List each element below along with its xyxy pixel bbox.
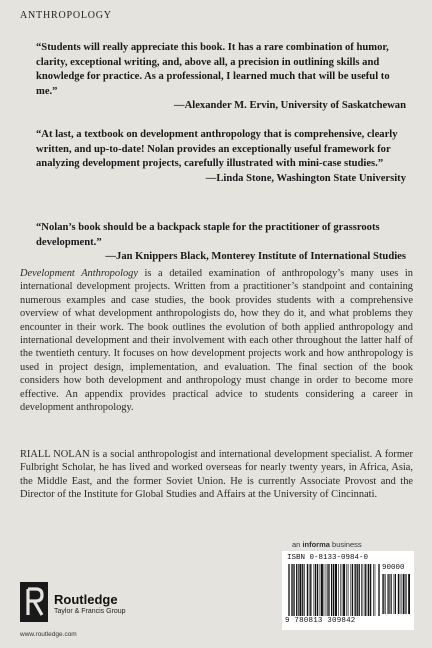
barcode-bar-25 bbox=[340, 564, 341, 616]
addon-bar-2 bbox=[385, 574, 386, 614]
category-label: ANTHROPOLOGY bbox=[20, 10, 112, 21]
barcode-bar-11 bbox=[310, 564, 311, 616]
barcode-bar-34 bbox=[359, 564, 360, 616]
barcode-bar-4 bbox=[296, 564, 297, 616]
barcode-bar-22 bbox=[333, 564, 334, 616]
author-bio: RIALL NOLAN is a social anthropologist and international development specialist. A former Fulbright Scholar, he has lived and worked overseas for nearly twenty years, in Africa, Asia, the Middle East, and the former Soviet Union. He is currently Associate Provost and the Director of the Institute for Global Studies and Affairs at the University of Cincinnati. bbox=[20, 449, 413, 501]
barcode-bar-29 bbox=[348, 564, 349, 616]
informa-business-label bbox=[292, 540, 362, 549]
barcode-bar-23 bbox=[335, 564, 337, 616]
addon-bar-12 bbox=[405, 574, 406, 614]
barcode-bar-26 bbox=[342, 564, 343, 616]
barcode-bar-7 bbox=[302, 564, 303, 616]
addon-bar-13 bbox=[406, 574, 407, 614]
blurb-quote-2 bbox=[36, 128, 406, 186]
informa-suffix: business bbox=[329, 540, 362, 549]
addon-bar-3 bbox=[387, 574, 388, 614]
barcode-bar-43 bbox=[378, 564, 379, 616]
addon-barcode bbox=[382, 574, 410, 614]
blurb-quote-2-text: “At last, a textbook on development anthropology that is comprehensive, clearly written, and up-to-date! Nolan provides an exceptionally useful framework for analyzing development projects, carefully illustrated with mini-case studies.” bbox=[36, 129, 398, 169]
barcode-bar-19 bbox=[327, 564, 328, 616]
barcode-bar-0 bbox=[288, 564, 289, 616]
blurb-quote-1-attribution: —Alexander M. Ervin, University of Saskatchewan bbox=[174, 100, 406, 111]
barcode-bar-38 bbox=[367, 564, 368, 616]
isbn-text: ISBN 0-8133-0984-0 bbox=[287, 554, 369, 562]
publisher-name: Routledge bbox=[54, 592, 118, 607]
barcode-bar-2 bbox=[291, 564, 292, 616]
barcode-bar-24 bbox=[338, 564, 339, 616]
barcode-bar-21 bbox=[331, 564, 332, 616]
barcode-bar-6 bbox=[299, 564, 301, 616]
addon-bar-8 bbox=[398, 574, 399, 614]
addon-bar-9 bbox=[400, 574, 401, 614]
book-description bbox=[20, 267, 413, 414]
blurb-quote-2-attribution: —Linda Stone, Washington State University bbox=[205, 172, 406, 184]
barcode-panel bbox=[282, 551, 414, 630]
barcode-bar-15 bbox=[320, 564, 321, 616]
barcode-bar-32 bbox=[354, 564, 355, 616]
blurb-quote-3 bbox=[36, 221, 406, 265]
addon-bar-10 bbox=[401, 574, 402, 614]
barcode-bar-37 bbox=[365, 564, 366, 616]
barcode-bar-14 bbox=[317, 564, 318, 616]
blurb-quote-1 bbox=[36, 41, 406, 114]
barcode-bar-10 bbox=[309, 564, 310, 616]
addon-bar-1 bbox=[383, 574, 384, 614]
publisher-url: www.routledge.com bbox=[20, 631, 77, 638]
barcode-bar-27 bbox=[343, 564, 345, 616]
blurb-quote-3-text: “Nolan’s book should be a backpack staple for the practitioner of grassroots development.” bbox=[36, 222, 380, 248]
barcode-bar-44 bbox=[379, 564, 380, 616]
barcode-bar-28 bbox=[346, 564, 347, 616]
routledge-logo-icon bbox=[20, 582, 48, 622]
informa-prefix: an bbox=[292, 540, 303, 549]
addon-bar-14 bbox=[408, 574, 410, 614]
book-title-italic: Development Anthropology bbox=[20, 268, 138, 279]
barcode-bar-20 bbox=[328, 564, 329, 616]
addon-bar-4 bbox=[389, 574, 390, 614]
barcode-bar-1 bbox=[289, 564, 290, 616]
barcode-bar-41 bbox=[373, 564, 374, 616]
barcode-bar-5 bbox=[298, 564, 299, 616]
barcode-bar-42 bbox=[375, 564, 376, 616]
barcode-bar-35 bbox=[361, 564, 362, 616]
ean-barcode bbox=[288, 564, 380, 616]
addon-bar-7 bbox=[395, 574, 396, 614]
publisher-group: Taylor & Francis Group bbox=[54, 608, 126, 615]
barcode-bar-30 bbox=[350, 564, 351, 616]
barcode-bar-40 bbox=[370, 564, 371, 616]
barcode-bar-8 bbox=[304, 564, 305, 616]
addon-bar-5 bbox=[391, 574, 392, 614]
barcode-bar-17 bbox=[324, 564, 325, 616]
barcode-bar-3 bbox=[293, 564, 294, 616]
price-code: 90000 bbox=[382, 564, 405, 572]
barcode-bar-36 bbox=[363, 564, 364, 616]
barcode-bar-18 bbox=[326, 564, 327, 616]
informa-brand: informa bbox=[302, 540, 330, 549]
book-description-body: is a detailed examination of anthropology’s many uses in international development projects. Written from a practitioner’s standpoint and containing numerous examples and case studies, the book provides students with a comprehensive overview of what development anthropologists do, how they do it, and what problems they encounter in their work. The book outlines the evolution of both applied anthropology and international development and their involvement with each other throughout the latter half of the twentieth century. It focuses on how development projects work and how anthropology is used in project design, implementation, and evaluation. The final section of the book considers how both development and anthropology must change in order to become more effective. An appendix provides practical advice to students considering a career in development anthropology. bbox=[20, 268, 413, 414]
addon-bar-0 bbox=[382, 574, 383, 614]
barcode-bar-33 bbox=[357, 564, 358, 616]
addon-bar-6 bbox=[394, 574, 395, 614]
barcode-bar-12 bbox=[314, 564, 315, 616]
barcode-number: 9 780813 309842 bbox=[285, 617, 356, 625]
barcode-bar-39 bbox=[368, 564, 369, 616]
addon-bar-11 bbox=[403, 574, 405, 614]
blurb-quote-3-attribution: —Jan Knippers Black, Monterey Institute of International Studies bbox=[105, 251, 406, 262]
blurb-quote-1-text: “Students will really appreciate this book. It has a rare combination of humor, clarity, exceptional writing, and, above all, a precision in outlining skills and knowledge for practice. As a professional, I learned much that will be useful to me.” bbox=[36, 42, 390, 97]
barcode-bar-13 bbox=[315, 564, 316, 616]
barcode-bar-16 bbox=[321, 564, 323, 616]
barcode-bar-9 bbox=[307, 564, 308, 616]
barcode-bar-31 bbox=[352, 564, 353, 616]
